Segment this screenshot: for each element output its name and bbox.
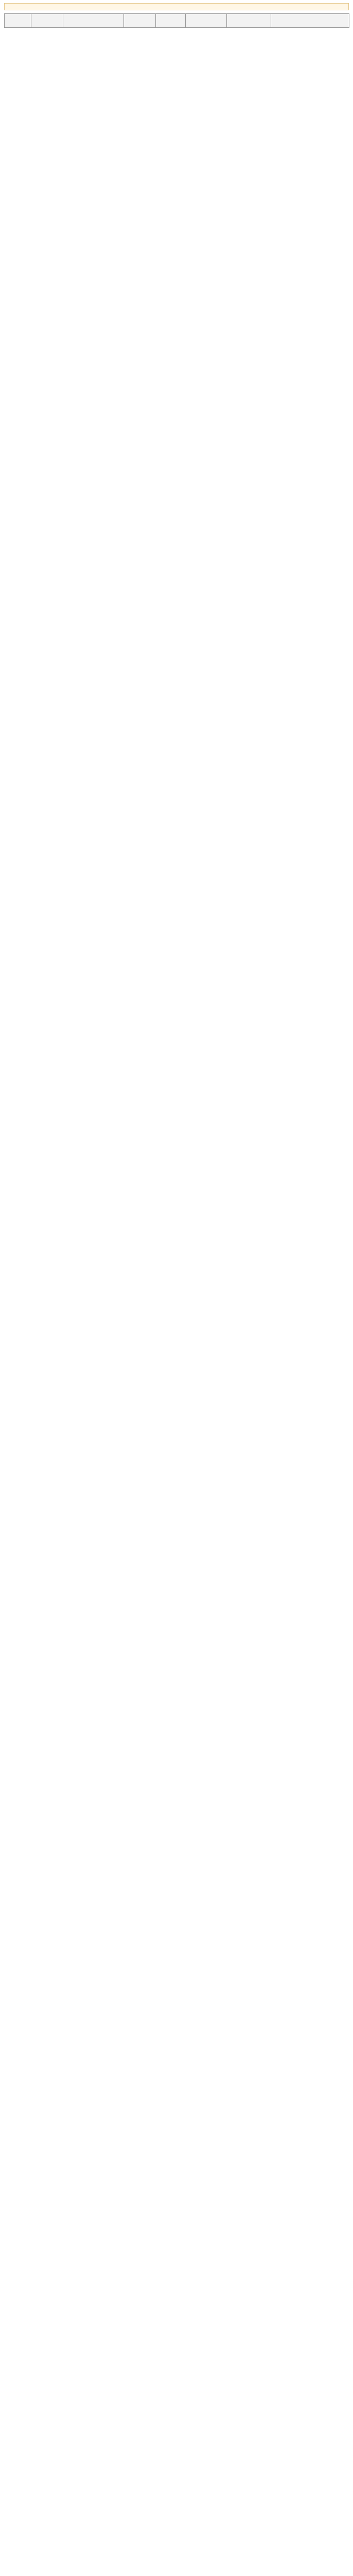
header-col-7 — [227, 14, 271, 28]
data-table — [4, 13, 349, 28]
transcription-notice — [4, 3, 349, 10]
header-col-3 — [63, 14, 124, 28]
header-col-5 — [156, 14, 186, 28]
header-col-8 — [271, 14, 349, 28]
header-col-1 — [5, 14, 31, 28]
header-col-4 — [124, 14, 156, 28]
table-header-row — [5, 14, 349, 28]
header-col-2 — [31, 14, 63, 28]
header-col-6 — [186, 14, 227, 28]
